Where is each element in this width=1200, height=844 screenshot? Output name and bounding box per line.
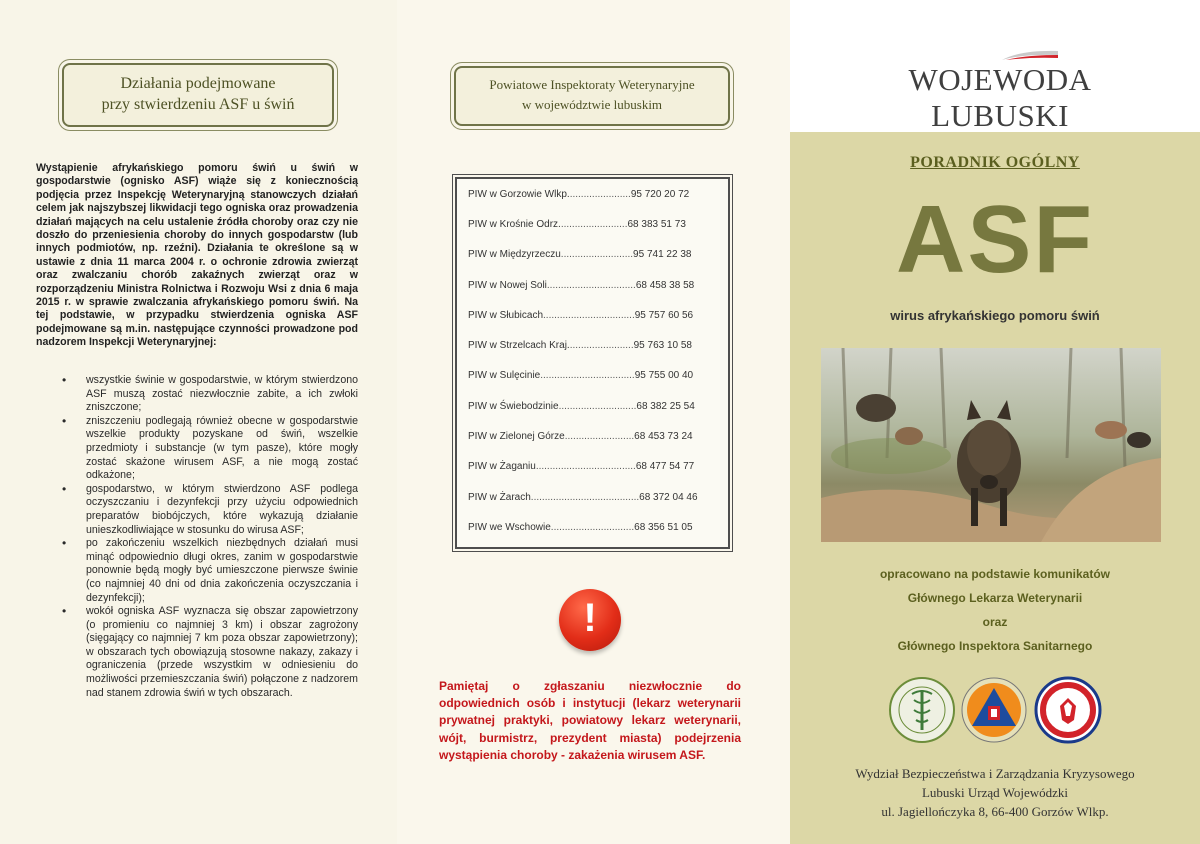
- inspectorate-phone: 68 382 25 54: [636, 400, 695, 412]
- measures-list: [58, 374, 358, 700]
- footer-line: ul. Jagiellończyka 8, 66-400 Gorzów Wlkp.: [881, 804, 1109, 819]
- list-item: • po zakończeniu wszelkich niezbędnych działań musi minąć odpowiednio długi okres, zanim w gospodarstwie ponownie będą mogły być umieszczone pierwsze świnie (co najmniej 40 dni od dnia zakończenia oczyszczania i dezynfekcji);: [58, 537, 358, 605]
- leader-dots: .......................................: [530, 491, 640, 503]
- leader-dots: ..........................: [560, 249, 634, 261]
- inspectorate-name: PIW w Świebodzinie: [468, 400, 559, 412]
- inspectorate-phone: 68 383 51 73: [627, 218, 686, 230]
- inspectorate-name: PIW w Zielonej Górze: [468, 431, 565, 443]
- inspectorates-title-line1: Powiatowe Inspektoraty Weterynaryjne: [489, 77, 695, 92]
- inspectorate-name: PIW we Wschowie: [468, 521, 551, 533]
- section-title-box: [62, 63, 334, 127]
- inspectorate-phone: 95 757 60 56: [634, 309, 694, 321]
- inspectorate-name: PIW w Strzelcach Kraj.: [468, 340, 570, 352]
- leader-dots: ............................: [558, 400, 637, 412]
- table-row: [457, 300, 728, 330]
- warning-text: Pamiętaj o zgłaszaniu niezwłocznie do odpowiednich osób i instytucji (lekarz weterynarii prywatnej praktyki, powiatowy lekarz weterynarii, wójt, burmistrz, prezydent miasta) podejrzenia wystąpienia choroby - zakażenia wirusem ASF.: [439, 679, 741, 762]
- credit-line: Głównego Inspektora Sanitarnego: [897, 639, 1093, 653]
- table-row: [457, 209, 728, 239]
- kicker-text: PORADNIK OGÓLNY: [910, 154, 1080, 171]
- list-item: • wszystkie świnie w gospodarstwie, w którym stwierdzono ASF muszą zostać niezwłocznie zabite, a ich zwłoki zniszczone;: [58, 374, 358, 415]
- inspectorate-name: PIW w Słubicach: [468, 309, 544, 321]
- leader-dots: ................................: [546, 279, 636, 291]
- exclamation-icon: !: [559, 589, 621, 651]
- leader-dots: .................................: [543, 309, 635, 321]
- inspectorate-phone: 68 458 38 58: [635, 279, 695, 291]
- table-row: [457, 482, 728, 512]
- inspectorate-name: PIW w Żarach: [468, 491, 531, 503]
- inspectorate-name: PIW w Sulęcinie: [468, 370, 541, 382]
- credit-line: oraz: [982, 615, 1008, 629]
- section-title-line1: Działania podejmowane: [120, 75, 276, 92]
- inspectorates-title-line2: w województwie lubuskim: [521, 97, 663, 112]
- table-row: [457, 179, 728, 209]
- table-row: [457, 512, 728, 542]
- leader-dots: .........................: [564, 431, 635, 443]
- middle-panel: [397, 0, 790, 844]
- inspectorate-phone: 95 741 22 38: [633, 249, 692, 261]
- table-row: [457, 452, 728, 482]
- credits: [790, 562, 1200, 658]
- inspectorate-phone: 95 720 20 72: [630, 188, 690, 200]
- leader-dots: ..............................: [550, 521, 635, 533]
- veterinary-inspection-logo: [888, 676, 956, 744]
- inspectorate-name: PIW w Nowej Soli: [468, 279, 547, 291]
- inspectorates-title-box: [454, 66, 730, 126]
- civil-protection-logo: [960, 676, 1028, 744]
- left-panel: [0, 0, 397, 844]
- inspectorate-phone: 68 356 51 05: [634, 521, 693, 533]
- table-row: [457, 361, 728, 391]
- table-row: [457, 391, 728, 421]
- wild-boar-illustration: [821, 348, 1161, 542]
- table-row: [457, 240, 728, 270]
- credit-line: Głównego Lekarza Weterynarii: [907, 591, 1083, 605]
- leader-dots: ....................................: [535, 461, 636, 473]
- cover-panel: [790, 0, 1200, 844]
- inspectorate-name: PIW w Krośnie Odrz.: [468, 218, 561, 230]
- inspectorate-phone: 95 763 10 58: [633, 340, 692, 352]
- list-item: • gospodarstwo, w którym stwierdzono ASF podlega oczyszczaniu i dezynfekcji przy użyciu odpowiednich preparatów biobójczych, które wykazują działanie unieszkodliwiające w stosunku do wirusa ASF;: [58, 483, 358, 537]
- brand-logo-text: WOJEWODA LUBUSKI: [908, 62, 1092, 133]
- section-title: [64, 65, 332, 115]
- table-row: [457, 270, 728, 300]
- footer-line: Wydział Bezpieczeństwa i Zarządzania Kryzysowego: [855, 766, 1135, 781]
- cover-subtitle: wirus afrykańskiego pomoru świń: [890, 308, 1100, 323]
- list-item: • zniszczeniu podlegają również obecne w gospodarstwie wszelkie produkty pozyskane od świń, wszelkie przedmioty i substancje (w tym pasze), które mogły zostać skażone wirusem ASF, a nie mogą zostać odkażone;: [58, 415, 358, 483]
- flag-swoosh-icon: [1000, 48, 1060, 62]
- inspectorate-name: PIW w Gorzowie Wlkp.: [468, 188, 570, 200]
- inspectorate-phone: 68 453 73 24: [634, 431, 693, 443]
- credit-line: opracowano na podstawie komunikatów: [879, 567, 1111, 581]
- table-row: [457, 421, 728, 451]
- leader-dots: ........................: [560, 218, 628, 230]
- sanitary-inspection-logo: [1034, 676, 1102, 744]
- footer-address: [790, 764, 1200, 821]
- footer-line: Lubuski Urząd Wojewódzki: [921, 785, 1068, 800]
- list-item: • wokół ogniska ASF wyznacza się obszar zapowietrzony (o promieniu co najmniej 3 km) i obszar zagrożony (sięgający co najmniej 7 km poza obszar zapowietrzony); w obszarach tych obowiązują stosowne nakazy, zakazy i ograniczenia (przede wszystkim w odniesieniu do możliwości przemieszczania świń) połączone z nadzorem nad stanem zdrowia świń w tych obszarach.: [58, 605, 358, 700]
- inspectorate-name: PIW w Międzyrzeczu: [468, 249, 561, 261]
- cover-title: ASF: [896, 186, 1094, 293]
- section-title-line2: przy stwierdzeniu ASF u świń: [101, 96, 295, 113]
- inspectorate-phone: 95 755 00 40: [634, 370, 694, 382]
- leader-dots: .......................: [569, 340, 634, 352]
- inspectorate-phone: 68 477 54 77: [635, 461, 695, 473]
- wild-boar-photo: [821, 348, 1161, 542]
- inspectorates-title: [456, 68, 728, 115]
- table-row: [457, 330, 728, 360]
- intro-paragraph: Wystąpienie afrykańskiego pomoru świń u świń w gospodarstwie (ognisko ASF) wiąże się z koniecznością podjęcia przez Inspekcję Weterynaryjną stanowczych działań celem jak najszybszej likwidacji tego ogniska oraz prowadzenia działań mających na celu ustalenie źródła choroby oraz czy nie doszło do przeniesienia choroby do innych gospodarstw (lub innych podmiotów, np. rzeźni). Działania te określone są w ustawie z dnia 11 marca 2004 r. o ochronie zdrowia zwierząt oraz zwalczaniu chorób zakaźnych zwierząt oraz w rozporządzeniu Ministra Rolnictwa i Rozwoju Wsi z dnia 6 maja 2015 r. w sprawie zwalczania afrykańskiego pomoru świń. Na tej podstawie, w przypadku stwierdzenia ogniska ASF podejmowane są m.in. następujące czynności prowadzone pod nadzorem Inspekcji Weterynaryjnej:: [36, 162, 358, 349]
- leader-dots: ......................: [569, 188, 631, 200]
- leader-dots: ..................................: [540, 370, 635, 382]
- cover-header: [790, 0, 1200, 132]
- inspectorate-name: PIW w Żaganiu: [468, 461, 536, 473]
- inspectorates-table: [455, 177, 730, 549]
- inspectorate-phone: 68 372 04 46: [639, 491, 698, 503]
